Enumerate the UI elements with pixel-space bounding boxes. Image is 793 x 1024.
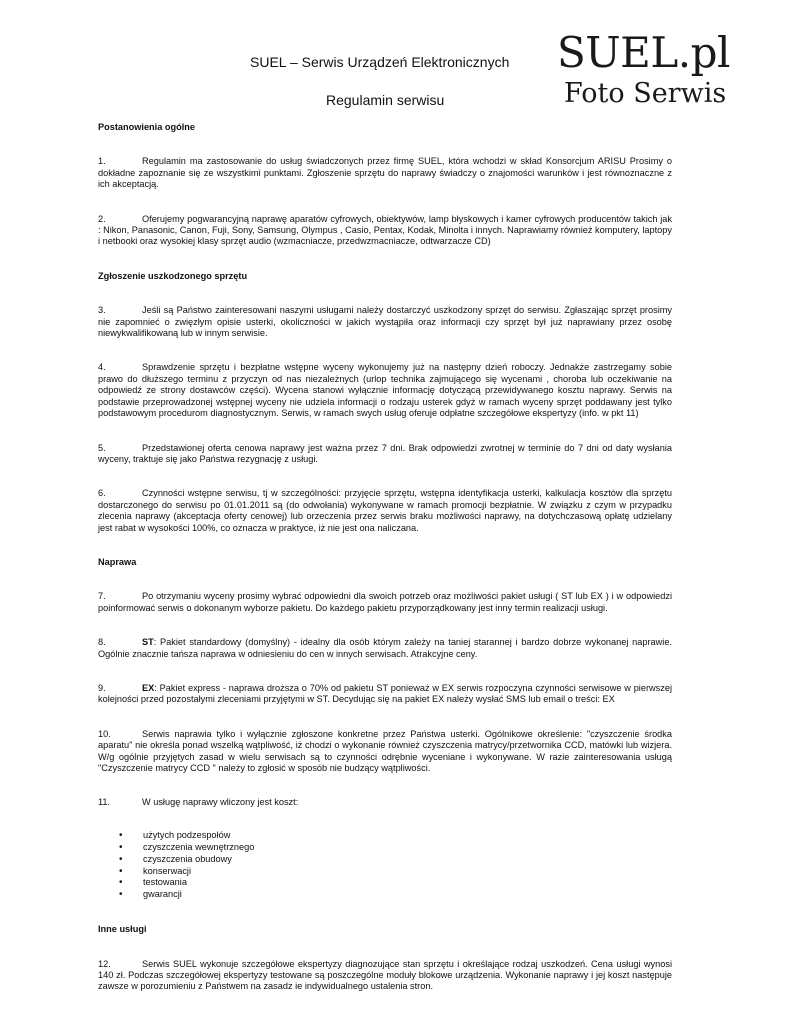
paragraph-number: 10. xyxy=(98,728,111,739)
section-heading-repair: Naprawa xyxy=(98,556,137,567)
paragraph-number: 1. xyxy=(98,156,106,167)
paragraph-text: Regulamin ma zastosowanie do usług świadczonych przez firmę SUEL, która wchodzi w skład Konsorcjum ARISU Prosimy o dokładne zapoznanie się ze wszystkimi punktami. Zgłoszenie sprzętu do naprawy świadczy o znajomości warunków i jest równoznaczne z ich akceptacją. xyxy=(98,156,672,190)
package-code-ex: EX xyxy=(142,682,155,693)
paragraph-text: Jeśli są Państwo zainteresowani naszymi usługami należy dostarczyć uszkodzony sprzęt do serwisu. Zgłaszając sprzęt prosimy nie zapomnieć o zwięzłym opisie usterki, okoliczności w jakich wystąpiła oraz informacji czy sprzęt był już naprawiany przez osobę niewykwalifikowaną lub w innym serwisie. xyxy=(98,305,672,339)
cost-items-list xyxy=(98,830,672,901)
list-item: • użytych podzespołów xyxy=(98,830,672,842)
paragraph-1 xyxy=(98,156,672,190)
paragraph-number: 5. xyxy=(98,442,106,453)
paragraph-number: 2. xyxy=(98,213,106,224)
section-heading-submission: Zgłoszenie uszkodzonego sprzętu xyxy=(98,270,248,281)
paragraph-3 xyxy=(98,305,672,339)
paragraph-number: 4. xyxy=(98,362,106,373)
paragraph-number: 9. xyxy=(98,682,106,693)
paragraph-number: 7. xyxy=(98,591,106,602)
paragraph-11 xyxy=(98,797,672,808)
paragraph-number: 6. xyxy=(98,488,106,499)
list-item: • gwarancji xyxy=(98,889,672,901)
paragraph-text: Serwis naprawia tylko i wyłącznie zgłoszone konkretne przez Państwa usterki. Ogólnikowe określenie: "czyszczenie środka aparatu" nie określa ponad wszelką wątpliwość, iż chodzi o wykonanie również czyszczenia matrycy/przetwornika CCD, matówki lub wizjera. W/g ogólnie przyjętych zasad w wielu serwisach są to czynności odrębnie wyceniane i wykonywane. W razie zainteresowania usługą "Czyszczenie matrycy CCD " należy to zgłosić w sposób nie budzący wątpliwości. xyxy=(98,728,672,773)
paragraph-7 xyxy=(98,591,672,614)
list-item: • czyszczenia obudowy xyxy=(98,854,672,866)
paragraph-6 xyxy=(98,488,672,534)
paragraph-text: Przedstawionej oferta cenowa naprawy jest ważna przez 7 dni. Brak odpowiedzi zwrotnej w terminie do 7 dni od daty wysłania wyceny, traktuje się jako Państwa rezygnację z usługi. xyxy=(98,442,672,464)
paragraph-text: W usługę naprawy wliczony jest koszt: xyxy=(142,797,299,808)
paragraph-12 xyxy=(98,959,672,993)
paragraph-4 xyxy=(98,362,672,419)
package-code-st: ST xyxy=(142,637,154,648)
paragraph-8 xyxy=(98,637,672,660)
paragraph-text: Oferujemy pogwarancyjną naprawę aparatów cyfrowych, obiektywów, lamp błyskowych i kamer cyfrowych producentów takich jak : Nikon, Panasonic, Canon, Fuji, Sony, Samsung, Olympus , Casio, Pentax, Kodak, Minolta i innych. Naprawiamy również komputery, laptopy i netbooki oraz wysokiej klasy sprzęt audio (wzmacniacze, przedwzmacniacze, odtwarzacze CD) xyxy=(98,213,672,247)
list-item: • czyszczenia wewnętrznego xyxy=(98,842,672,854)
paragraph-text: Sprawdzenie sprzętu i bezpłatne wstępne wyceny wykonujemy już na następny dzień roboczy. Jednakże zastrzegamy sobie prawo do dłuższego terminu z przyczyn od nas niezależnych (urlop technika zajmującego się wycenami , choroba lub oczekiwanie na odpowiedź ze strony dostawców części). Wycena stanowi wyłącznie informację dotyczącą przewidywanego kosztu naprawy. Serwis na podstawie przeprowadzonej wstępnej wyceny nie udziela informacji o rodzaju usterek gdyż w ramach wyceny sprzęt poddawany jest tylko podstawowym procedurom diagnostycznym. Serwis, w ramach swych usług oferuje odpłatne szczegółowe ekspertyzy (info. w pkt 11) xyxy=(98,362,672,419)
document-body xyxy=(98,122,672,1016)
list-item: • testowania xyxy=(98,877,672,889)
paragraph-10 xyxy=(98,729,672,775)
paragraph-number: 3. xyxy=(98,305,106,316)
paragraph-9 xyxy=(98,683,672,706)
paragraph-text: : Pakiet standardowy (domyślny) - idealny dla osób którym zależy na taniej starannej i bardzo dobrze wykonanej naprawie. Ogólnie znacznie tańsza naprawa w odniesieniu do cen w innych serwisach. Atrakcyjne ceny. xyxy=(98,637,672,659)
paragraph-text: Serwis SUEL wykonuje szczegółowe ekspertyzy diagnozujące stan sprzętu i określające rodzaj uszkodzeń. Cena usługi wynosi 140 zł. Podczas szczegółowej ekspertyzy testowane są poszczególne moduły blokowe urządzenia. Wykonanie naprawy i jej koszt następuje zawsze w porozumieniu z Państwem na zasadz ie indywidualnego ustalenia stron. xyxy=(98,958,672,992)
logo-tagline: Foto Serwis xyxy=(564,78,727,109)
paragraph-number: 8. xyxy=(98,637,106,648)
section-heading-general: Postanowienia ogólne xyxy=(98,122,195,132)
section-heading-other: Inne usługi xyxy=(98,924,147,935)
logo-text: SUEL.pl xyxy=(557,28,730,77)
paragraph-text: : Pakiet express - naprawa droższa o 70% od pakietu ST ponieważ w EX serwis rozpoczyna czynności serwisowe w pierwszej kolejności przed pozostałymi zleceniami przyjętymi w ST. Decydując się na pakiet EX należy wysłać SMS lub email o treści: EX xyxy=(98,682,672,705)
paragraph-5 xyxy=(98,443,672,466)
paragraph-2 xyxy=(98,214,672,248)
paragraph-number: 11. xyxy=(98,797,111,808)
document-title: SUEL – Serwis Urządzeń Elektronicznych xyxy=(250,54,510,70)
paragraph-text: Czynności wstępne serwisu, tj w szczególności: przyjęcie sprzętu, wstępna identyfikacja usterki, kalkulacja kosztów dla sprzętu dostarczonego do serwisu po 01.01.2011 są (do odwołania) wykonywane w ramach promocji bezpłatnie. W związku z czym w przypadku zlecenia naprawy (akceptacja oferty cenowej) lub orzeczenia przez serwis braku możliwości naprawy, na dotychczasową opłatę udzielany jest rabat w wysokości 100%, co oznacza w praktyce, iż nie jest ona naliczana. xyxy=(98,488,672,533)
document-subtitle: Regulamin serwisu xyxy=(326,92,445,108)
list-item: • konserwacji xyxy=(98,866,672,878)
paragraph-number: 12. xyxy=(98,958,111,969)
paragraph-text: Po otrzymaniu wyceny prosimy wybrać odpowiedni dla swoich potrzeb oraz możliwości pakiet usługi ( ST lub EX ) i w odpowiedzi poinformować serwis o dokonanym wyborze pakietu. Do każdego pakietu przyporządkowany jest inny termin realizacji usługi. xyxy=(98,591,672,613)
